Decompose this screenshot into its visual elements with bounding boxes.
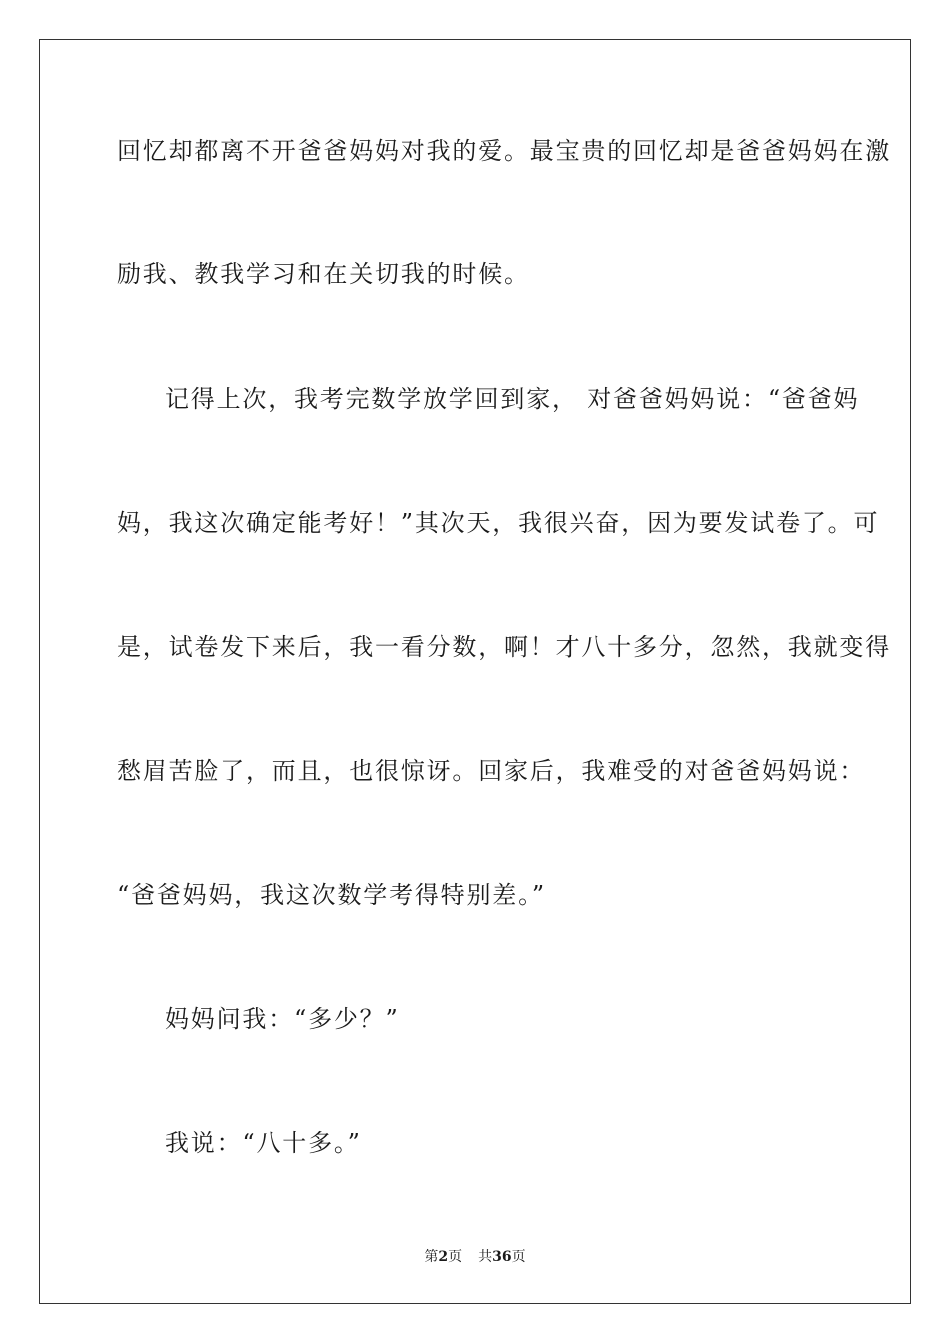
text-line: 励我、教我学习和在关切我的时候。: [117, 260, 530, 288]
text-line: 愁眉苦脸了，而且，也很惊讶。回家后，我难受的对爸爸妈妈说：: [117, 757, 866, 785]
paragraph-start-line: 记得上次，我考完数学放学回到家， 对爸爸妈妈说：“爸爸妈: [165, 385, 860, 413]
total-pages: 36: [492, 1249, 512, 1265]
total-suffix: 页: [511, 1249, 526, 1265]
page-prefix: 第: [424, 1249, 439, 1265]
paragraph-start-line: 我说：“八十多。”: [165, 1129, 362, 1157]
total-prefix: 共: [478, 1249, 493, 1265]
text-line: 妈，我这次确定能考好！”其次天，我很兴奋，因为要发试卷了。可: [117, 509, 880, 537]
page-border: [39, 39, 911, 1304]
paragraph-start-line: 妈妈问我：“多少？”: [165, 1005, 400, 1033]
page-number: 2: [438, 1249, 449, 1265]
page-suffix: 页: [448, 1249, 463, 1265]
text-line: “爸爸妈妈，我这次数学考得特别差。”: [117, 881, 546, 909]
page-footer: [0, 1248, 950, 1266]
text-line: 回忆却都离不开爸爸妈妈对我的爱。最宝贵的回忆却是爸爸妈妈在激: [117, 137, 891, 165]
text-line: 是，试卷发下来后，我一看分数，啊！才八十多分，忽然，我就变得: [117, 633, 891, 661]
